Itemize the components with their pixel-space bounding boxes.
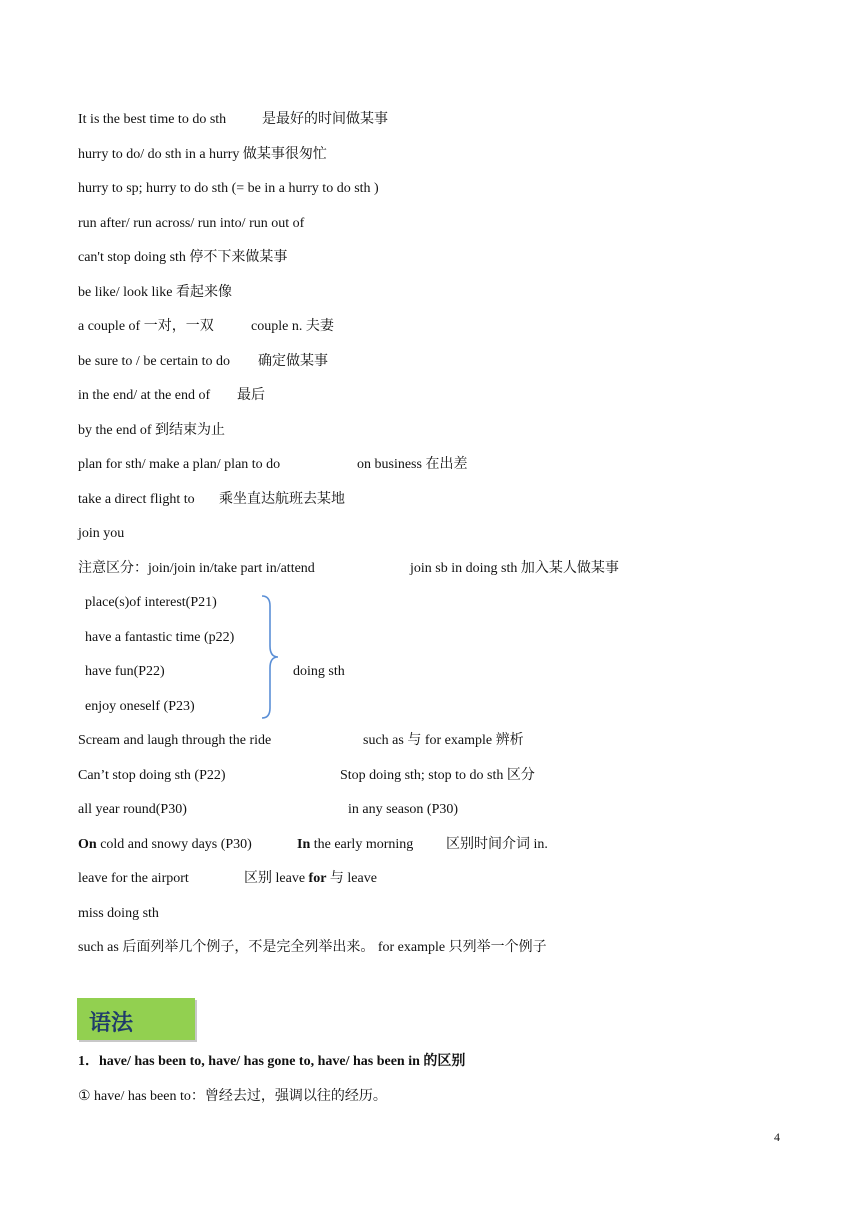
phrase-note: in any season (P30)	[348, 802, 459, 817]
brace-item: have a fantastic time (p22)	[85, 630, 235, 645]
brace-item: have fun(P22)	[85, 664, 165, 679]
phrase-note: on business 在出差	[357, 457, 468, 472]
grammar-heading: 1．have/ has been to, have/ has gone to, have/ has been in 的区别	[78, 1054, 466, 1069]
phrase-note: couple n. 夫妻	[251, 319, 334, 334]
phrase-line: Scream and laugh through the ride	[78, 733, 272, 748]
brace-target: doing sth	[293, 664, 345, 679]
brace-item: place(s)of interest(P21)	[85, 595, 217, 610]
phrase-line: join you	[78, 526, 125, 541]
phrase-note: Stop doing sth; stop to do sth 区分	[340, 768, 535, 783]
phrase-line: take a direct flight to	[78, 492, 195, 507]
page-number: 4	[774, 1130, 780, 1144]
curly-brace-icon	[258, 594, 282, 720]
phrase-line: It is the best time to do sth	[78, 112, 227, 127]
phrase-line: be like/ look like 看起来像	[78, 285, 232, 300]
brace-item: enjoy oneself (P23)	[85, 699, 195, 714]
phrase-note: 区别时间介词 in.	[446, 837, 548, 852]
phrase-line: hurry to sp; hurry to do sth (= be in a hurry to do sth )	[78, 181, 379, 196]
section-tag-label: 语法	[89, 1011, 134, 1036]
phrase-line: all year round(P30)	[78, 802, 187, 817]
phrase-line: by the end of 到结束为止	[78, 423, 225, 438]
phrase-line: miss doing sth	[78, 906, 159, 921]
phrase-line: plan for sth/ make a plan/ plan to do	[78, 457, 281, 472]
phrase-line: in the end/ at the end of	[78, 388, 211, 403]
phrase-line: a couple of 一对，一双	[78, 319, 214, 334]
phrase-translation: 最后	[237, 388, 265, 403]
phrase-line: In the early morning	[297, 837, 414, 852]
section-tag-grammar	[77, 998, 195, 1040]
phrase-note: such as 与 for example 辨析	[363, 733, 524, 748]
phrase-line: Can’t stop doing sth (P22)	[78, 768, 226, 783]
phrase-line: leave for the airport	[78, 871, 189, 886]
grammar-item: ① have/ has been to：曾经去过，强调以往的经历。	[78, 1089, 387, 1104]
phrase-line: such as 后面列举几个例子，不是完全列举出来。 for example 只列举一个例子	[78, 940, 547, 955]
phrase-note: 区别 leave for 与 leave	[244, 871, 377, 886]
phrase-line: be sure to / be certain to do	[78, 354, 231, 369]
phrase-line: On cold and snowy days (P30)	[78, 837, 252, 852]
phrase-note: join sb in doing sth 加入某人做某事	[410, 561, 619, 576]
phrase-translation: 确定做某事	[258, 354, 328, 369]
phrase-line: hurry to do/ do sth in a hurry 做某事很匆忙	[78, 147, 327, 162]
phrase-translation: 是最好的时间做某事	[262, 112, 388, 127]
phrase-line: run after/ run across/ run into/ run out of	[78, 216, 305, 231]
phrase-translation: 乘坐直达航班去某地	[219, 492, 345, 507]
phrase-line: 注意区分：join/join in/take part in/attend	[78, 561, 315, 576]
phrase-line: can't stop doing sth 停不下来做某事	[78, 250, 288, 265]
